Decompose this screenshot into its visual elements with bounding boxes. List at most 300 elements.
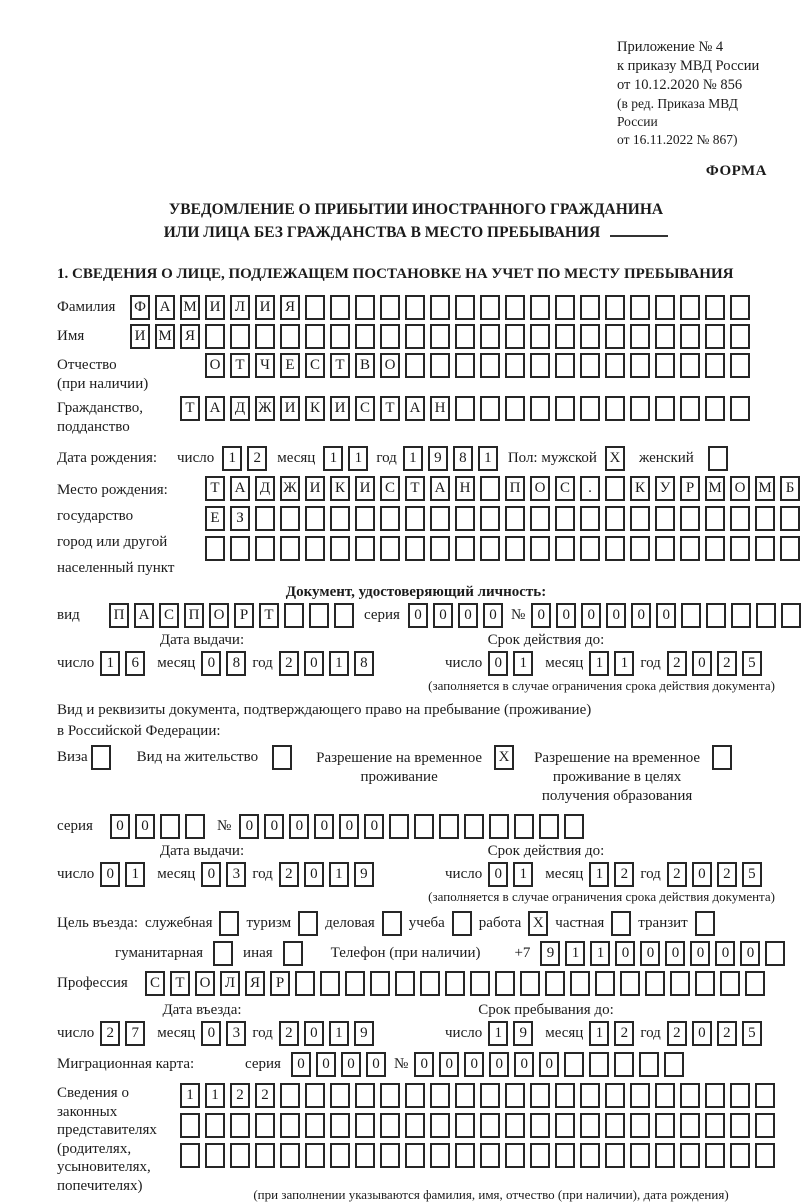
profession-char-box[interactable] bbox=[420, 971, 440, 996]
birth-place-char-box[interactable]: С bbox=[555, 476, 575, 501]
birth-place-char-box[interactable] bbox=[230, 536, 250, 561]
given-name-char-box[interactable] bbox=[555, 324, 575, 349]
citizenship-char-box[interactable] bbox=[605, 396, 625, 421]
doc-expiry-year-box[interactable]: 0 bbox=[692, 651, 712, 676]
stay-doc-number-box[interactable] bbox=[414, 814, 434, 839]
purpose-official-box[interactable] bbox=[219, 911, 239, 936]
birth-place-char-box[interactable] bbox=[305, 536, 325, 561]
birth-place-char-box[interactable] bbox=[755, 536, 775, 561]
doc-issue-day-box[interactable]: 6 bbox=[125, 651, 145, 676]
representatives-char-box[interactable] bbox=[530, 1113, 550, 1138]
representatives-char-box[interactable] bbox=[455, 1083, 475, 1108]
patronymic-char-box[interactable]: О bbox=[205, 353, 225, 378]
stay-doc-issue-month-box[interactable]: 3 bbox=[226, 862, 246, 887]
birth-place-char-box[interactable] bbox=[680, 536, 700, 561]
phone-digit-box[interactable]: 1 bbox=[590, 941, 610, 966]
birth-place-char-box[interactable] bbox=[455, 506, 475, 531]
migration-card-number-box[interactable]: 0 bbox=[414, 1052, 434, 1077]
surname-char-box[interactable]: Ф bbox=[130, 295, 150, 320]
representatives-char-box[interactable] bbox=[430, 1143, 450, 1168]
birth-place-char-box[interactable]: Е bbox=[205, 506, 225, 531]
representatives-char-box[interactable] bbox=[430, 1083, 450, 1108]
representatives-char-box[interactable] bbox=[630, 1113, 650, 1138]
migration-card-number-box[interactable]: 0 bbox=[489, 1052, 509, 1077]
given-name-char-box[interactable] bbox=[355, 324, 375, 349]
given-name-char-box[interactable] bbox=[680, 324, 700, 349]
doc-type-char-box[interactable] bbox=[309, 603, 329, 628]
phone-digit-box[interactable]: 0 bbox=[665, 941, 685, 966]
doc-expiry-year-box[interactable]: 2 bbox=[667, 651, 687, 676]
given-name-char-box[interactable]: М bbox=[155, 324, 175, 349]
representatives-char-box[interactable] bbox=[680, 1113, 700, 1138]
doc-expiry-year-box[interactable]: 5 bbox=[742, 651, 762, 676]
representatives-char-box[interactable] bbox=[405, 1143, 425, 1168]
temp-residence-edu-box[interactable] bbox=[712, 745, 732, 770]
representatives-char-box[interactable]: 2 bbox=[230, 1083, 250, 1108]
surname-char-box[interactable] bbox=[430, 295, 450, 320]
representatives-char-box[interactable] bbox=[630, 1143, 650, 1168]
representatives-char-box[interactable] bbox=[280, 1113, 300, 1138]
birth-place-char-box[interactable] bbox=[580, 506, 600, 531]
birth-place-char-box[interactable] bbox=[730, 506, 750, 531]
stay-doc-number-box[interactable] bbox=[464, 814, 484, 839]
migration-card-series-box[interactable]: 0 bbox=[366, 1052, 386, 1077]
birth-place-char-box[interactable]: Т bbox=[405, 476, 425, 501]
birth-place-char-box[interactable]: П bbox=[505, 476, 525, 501]
profession-char-box[interactable]: О bbox=[195, 971, 215, 996]
profession-char-box[interactable] bbox=[695, 971, 715, 996]
stay-doc-number-box[interactable]: 0 bbox=[314, 814, 334, 839]
patronymic-char-box[interactable] bbox=[730, 353, 750, 378]
representatives-char-box[interactable] bbox=[580, 1083, 600, 1108]
representatives-char-box[interactable] bbox=[330, 1113, 350, 1138]
representatives-char-box[interactable]: 1 bbox=[180, 1083, 200, 1108]
birth-place-char-box[interactable] bbox=[605, 476, 625, 501]
phone-digit-box[interactable]: 0 bbox=[640, 941, 660, 966]
stay-doc-number-box[interactable]: 0 bbox=[239, 814, 259, 839]
profession-char-box[interactable] bbox=[645, 971, 665, 996]
doc-number-box[interactable]: 0 bbox=[531, 603, 551, 628]
doc-type-char-box[interactable]: Т bbox=[259, 603, 279, 628]
stay-doc-number-box[interactable] bbox=[564, 814, 584, 839]
stay-doc-number-box[interactable]: 0 bbox=[364, 814, 384, 839]
profession-char-box[interactable]: С bbox=[145, 971, 165, 996]
phone-digit-box[interactable]: 1 bbox=[565, 941, 585, 966]
birth-place-char-box[interactable] bbox=[405, 536, 425, 561]
purpose-business-box[interactable] bbox=[382, 911, 402, 936]
birth-place-char-box[interactable] bbox=[505, 506, 525, 531]
profession-char-box[interactable] bbox=[470, 971, 490, 996]
doc-issue-year-box[interactable]: 0 bbox=[304, 651, 324, 676]
profession-char-box[interactable] bbox=[570, 971, 590, 996]
birth-day-box[interactable]: 1 bbox=[222, 446, 242, 471]
citizenship-char-box[interactable] bbox=[705, 396, 725, 421]
surname-char-box[interactable] bbox=[330, 295, 350, 320]
doc-issue-year-box[interactable]: 8 bbox=[354, 651, 374, 676]
doc-number-box[interactable] bbox=[781, 603, 801, 628]
doc-expiry-day-box[interactable]: 1 bbox=[513, 651, 533, 676]
surname-char-box[interactable] bbox=[605, 295, 625, 320]
birth-place-char-box[interactable] bbox=[205, 536, 225, 561]
patronymic-char-box[interactable]: Ч bbox=[255, 353, 275, 378]
birth-year-box[interactable]: 8 bbox=[453, 446, 473, 471]
migration-card-series-box[interactable]: 0 bbox=[316, 1052, 336, 1077]
profession-char-box[interactable] bbox=[520, 971, 540, 996]
citizenship-char-box[interactable]: К bbox=[305, 396, 325, 421]
representatives-char-box[interactable] bbox=[530, 1143, 550, 1168]
given-name-char-box[interactable] bbox=[255, 324, 275, 349]
birth-place-char-box[interactable] bbox=[630, 536, 650, 561]
birth-place-char-box[interactable] bbox=[480, 536, 500, 561]
representatives-char-box[interactable] bbox=[355, 1113, 375, 1138]
doc-series-box[interactable]: 0 bbox=[483, 603, 503, 628]
birth-place-char-box[interactable]: А bbox=[430, 476, 450, 501]
migration-card-number-box[interactable] bbox=[664, 1052, 684, 1077]
birth-place-char-box[interactable]: Р bbox=[680, 476, 700, 501]
entry-year-box[interactable]: 0 bbox=[304, 1021, 324, 1046]
purpose-other-box[interactable] bbox=[283, 941, 303, 966]
given-name-char-box[interactable] bbox=[530, 324, 550, 349]
surname-char-box[interactable] bbox=[580, 295, 600, 320]
representatives-char-box[interactable] bbox=[730, 1143, 750, 1168]
representatives-char-box[interactable] bbox=[280, 1083, 300, 1108]
representatives-char-box[interactable] bbox=[605, 1083, 625, 1108]
birth-place-char-box[interactable] bbox=[430, 536, 450, 561]
representatives-char-box[interactable] bbox=[305, 1143, 325, 1168]
doc-expiry-month-box[interactable]: 1 bbox=[589, 651, 609, 676]
representatives-char-box[interactable] bbox=[205, 1143, 225, 1168]
stay-until-year-box[interactable]: 2 bbox=[667, 1021, 687, 1046]
birth-place-char-box[interactable] bbox=[305, 506, 325, 531]
citizenship-char-box[interactable]: С bbox=[355, 396, 375, 421]
migration-card-number-box[interactable] bbox=[564, 1052, 584, 1077]
birth-place-char-box[interactable] bbox=[455, 536, 475, 561]
given-name-char-box[interactable] bbox=[455, 324, 475, 349]
profession-char-box[interactable]: Я bbox=[245, 971, 265, 996]
birth-place-char-box[interactable] bbox=[780, 506, 800, 531]
birth-place-char-box[interactable]: С bbox=[380, 476, 400, 501]
birth-place-char-box[interactable]: Б bbox=[780, 476, 800, 501]
given-name-char-box[interactable] bbox=[405, 324, 425, 349]
citizenship-char-box[interactable]: Т bbox=[380, 396, 400, 421]
stay-until-year-box[interactable]: 0 bbox=[692, 1021, 712, 1046]
birth-place-char-box[interactable] bbox=[580, 536, 600, 561]
birth-place-char-box[interactable] bbox=[355, 536, 375, 561]
representatives-char-box[interactable] bbox=[330, 1143, 350, 1168]
surname-char-box[interactable] bbox=[680, 295, 700, 320]
entry-month-box[interactable]: 3 bbox=[226, 1021, 246, 1046]
given-name-char-box[interactable] bbox=[330, 324, 350, 349]
stay-doc-issue-day-box[interactable]: 0 bbox=[100, 862, 120, 887]
stay-until-year-box[interactable]: 2 bbox=[717, 1021, 737, 1046]
doc-type-char-box[interactable] bbox=[284, 603, 304, 628]
doc-issue-day-box[interactable]: 1 bbox=[100, 651, 120, 676]
citizenship-char-box[interactable] bbox=[655, 396, 675, 421]
doc-expiry-day-box[interactable]: 0 bbox=[488, 651, 508, 676]
citizenship-char-box[interactable] bbox=[730, 396, 750, 421]
representatives-char-box[interactable] bbox=[230, 1143, 250, 1168]
representatives-char-box[interactable] bbox=[355, 1143, 375, 1168]
representatives-char-box[interactable] bbox=[480, 1143, 500, 1168]
patronymic-char-box[interactable] bbox=[630, 353, 650, 378]
entry-year-box[interactable]: 2 bbox=[279, 1021, 299, 1046]
surname-char-box[interactable]: М bbox=[180, 295, 200, 320]
doc-series-box[interactable]: 0 bbox=[458, 603, 478, 628]
citizenship-char-box[interactable] bbox=[505, 396, 525, 421]
residence-permit-box[interactable] bbox=[272, 745, 292, 770]
birth-place-char-box[interactable]: Т bbox=[205, 476, 225, 501]
citizenship-char-box[interactable]: И bbox=[330, 396, 350, 421]
stay-doc-issue-year-box[interactable]: 0 bbox=[304, 862, 324, 887]
given-name-char-box[interactable] bbox=[430, 324, 450, 349]
patronymic-char-box[interactable]: Е bbox=[280, 353, 300, 378]
phone-digit-box[interactable]: 0 bbox=[715, 941, 735, 966]
birth-place-char-box[interactable] bbox=[405, 506, 425, 531]
stay-doc-issue-month-box[interactable]: 0 bbox=[201, 862, 221, 887]
patronymic-char-box[interactable] bbox=[430, 353, 450, 378]
birth-place-char-box[interactable] bbox=[555, 506, 575, 531]
birth-year-box[interactable]: 1 bbox=[478, 446, 498, 471]
birth-year-box[interactable]: 9 bbox=[428, 446, 448, 471]
birth-year-box[interactable]: 1 bbox=[403, 446, 423, 471]
doc-number-box[interactable]: 0 bbox=[581, 603, 601, 628]
birth-place-char-box[interactable] bbox=[255, 506, 275, 531]
patronymic-char-box[interactable] bbox=[480, 353, 500, 378]
stay-doc-number-box[interactable]: 0 bbox=[339, 814, 359, 839]
citizenship-char-box[interactable]: Ж bbox=[255, 396, 275, 421]
doc-type-char-box[interactable]: С bbox=[159, 603, 179, 628]
birth-place-char-box[interactable] bbox=[530, 506, 550, 531]
stay-doc-expiry-month-box[interactable]: 1 bbox=[589, 862, 609, 887]
stay-doc-number-box[interactable]: 0 bbox=[289, 814, 309, 839]
doc-series-box[interactable]: 0 bbox=[408, 603, 428, 628]
birth-place-char-box[interactable]: У bbox=[655, 476, 675, 501]
birth-place-char-box[interactable] bbox=[530, 536, 550, 561]
representatives-char-box[interactable] bbox=[205, 1113, 225, 1138]
birth-place-char-box[interactable]: И bbox=[305, 476, 325, 501]
birth-place-char-box[interactable]: И bbox=[355, 476, 375, 501]
patronymic-char-box[interactable] bbox=[580, 353, 600, 378]
purpose-study-box[interactable] bbox=[452, 911, 472, 936]
representatives-char-box[interactable] bbox=[330, 1083, 350, 1108]
doc-type-char-box[interactable]: Р bbox=[234, 603, 254, 628]
migration-card-number-box[interactable] bbox=[589, 1052, 609, 1077]
birth-place-char-box[interactable] bbox=[705, 506, 725, 531]
phone-digit-box[interactable] bbox=[765, 941, 785, 966]
stay-until-year-box[interactable]: 5 bbox=[742, 1021, 762, 1046]
surname-char-box[interactable] bbox=[530, 295, 550, 320]
citizenship-char-box[interactable] bbox=[555, 396, 575, 421]
profession-char-box[interactable]: Т bbox=[170, 971, 190, 996]
surname-char-box[interactable] bbox=[405, 295, 425, 320]
citizenship-char-box[interactable] bbox=[455, 396, 475, 421]
birth-place-char-box[interactable] bbox=[705, 536, 725, 561]
birth-place-char-box[interactable] bbox=[730, 536, 750, 561]
patronymic-char-box[interactable] bbox=[530, 353, 550, 378]
representatives-char-box[interactable] bbox=[255, 1143, 275, 1168]
stay-doc-series-box[interactable]: 0 bbox=[110, 814, 130, 839]
profession-char-box[interactable]: Л bbox=[220, 971, 240, 996]
given-name-char-box[interactable] bbox=[605, 324, 625, 349]
stay-doc-expiry-month-box[interactable]: 2 bbox=[614, 862, 634, 887]
birth-place-char-box[interactable]: О bbox=[530, 476, 550, 501]
birth-place-char-box[interactable] bbox=[330, 536, 350, 561]
surname-char-box[interactable] bbox=[505, 295, 525, 320]
given-name-char-box[interactable] bbox=[730, 324, 750, 349]
representatives-char-box[interactable] bbox=[705, 1113, 725, 1138]
profession-char-box[interactable] bbox=[670, 971, 690, 996]
representatives-char-box[interactable] bbox=[755, 1113, 775, 1138]
surname-char-box[interactable] bbox=[455, 295, 475, 320]
given-name-char-box[interactable] bbox=[505, 324, 525, 349]
doc-number-box[interactable]: 0 bbox=[631, 603, 651, 628]
migration-card-number-box[interactable]: 0 bbox=[539, 1052, 559, 1077]
phone-digit-box[interactable]: 0 bbox=[690, 941, 710, 966]
representatives-char-box[interactable] bbox=[680, 1083, 700, 1108]
phone-digit-box[interactable]: 0 bbox=[615, 941, 635, 966]
birth-place-char-box[interactable] bbox=[655, 536, 675, 561]
doc-number-box[interactable] bbox=[681, 603, 701, 628]
doc-number-box[interactable]: 0 bbox=[656, 603, 676, 628]
doc-type-char-box[interactable]: А bbox=[134, 603, 154, 628]
stay-doc-expiry-day-box[interactable]: 1 bbox=[513, 862, 533, 887]
profession-char-box[interactable] bbox=[370, 971, 390, 996]
birth-place-char-box[interactable] bbox=[780, 536, 800, 561]
stay-until-month-box[interactable]: 2 bbox=[614, 1021, 634, 1046]
birth-place-char-box[interactable]: К bbox=[630, 476, 650, 501]
doc-number-box[interactable]: 0 bbox=[606, 603, 626, 628]
birth-place-char-box[interactable] bbox=[505, 536, 525, 561]
doc-number-box[interactable] bbox=[706, 603, 726, 628]
birth-month-box[interactable]: 1 bbox=[323, 446, 343, 471]
birth-place-char-box[interactable] bbox=[330, 506, 350, 531]
representatives-char-box[interactable]: 2 bbox=[255, 1083, 275, 1108]
patronymic-char-box[interactable] bbox=[605, 353, 625, 378]
sex-male-box[interactable]: X bbox=[605, 446, 625, 471]
stay-doc-expiry-year-box[interactable]: 5 bbox=[742, 862, 762, 887]
profession-char-box[interactable] bbox=[595, 971, 615, 996]
patronymic-char-box[interactable] bbox=[655, 353, 675, 378]
stay-doc-series-box[interactable]: 0 bbox=[135, 814, 155, 839]
profession-char-box[interactable] bbox=[295, 971, 315, 996]
stay-until-month-box[interactable]: 1 bbox=[589, 1021, 609, 1046]
birth-month-box[interactable]: 1 bbox=[348, 446, 368, 471]
representatives-char-box[interactable] bbox=[355, 1083, 375, 1108]
entry-month-box[interactable]: 0 bbox=[201, 1021, 221, 1046]
phone-digit-box[interactable]: 0 bbox=[740, 941, 760, 966]
representatives-char-box[interactable] bbox=[455, 1113, 475, 1138]
representatives-char-box[interactable] bbox=[555, 1143, 575, 1168]
purpose-transit-box[interactable] bbox=[695, 911, 715, 936]
doc-number-box[interactable] bbox=[756, 603, 776, 628]
representatives-char-box[interactable] bbox=[655, 1083, 675, 1108]
sex-female-box[interactable] bbox=[708, 446, 728, 471]
representatives-char-box[interactable] bbox=[230, 1113, 250, 1138]
citizenship-char-box[interactable] bbox=[530, 396, 550, 421]
stay-doc-number-box[interactable] bbox=[489, 814, 509, 839]
surname-char-box[interactable] bbox=[355, 295, 375, 320]
birth-day-box[interactable]: 2 bbox=[247, 446, 267, 471]
entry-day-box[interactable]: 7 bbox=[125, 1021, 145, 1046]
patronymic-char-box[interactable]: О bbox=[380, 353, 400, 378]
given-name-char-box[interactable] bbox=[705, 324, 725, 349]
representatives-char-box[interactable] bbox=[380, 1083, 400, 1108]
patronymic-char-box[interactable] bbox=[505, 353, 525, 378]
birth-place-char-box[interactable] bbox=[630, 506, 650, 531]
patronymic-char-box[interactable]: С bbox=[305, 353, 325, 378]
birth-place-char-box[interactable] bbox=[555, 536, 575, 561]
birth-place-char-box[interactable] bbox=[605, 536, 625, 561]
stay-doc-expiry-year-box[interactable]: 2 bbox=[667, 862, 687, 887]
representatives-char-box[interactable] bbox=[655, 1143, 675, 1168]
profession-char-box[interactable] bbox=[495, 971, 515, 996]
birth-place-char-box[interactable]: О bbox=[730, 476, 750, 501]
representatives-char-box[interactable] bbox=[705, 1143, 725, 1168]
birth-place-char-box[interactable]: К bbox=[330, 476, 350, 501]
birth-place-char-box[interactable] bbox=[255, 536, 275, 561]
patronymic-char-box[interactable] bbox=[705, 353, 725, 378]
patronymic-char-box[interactable]: Т bbox=[330, 353, 350, 378]
stay-doc-expiry-day-box[interactable]: 0 bbox=[488, 862, 508, 887]
surname-char-box[interactable] bbox=[480, 295, 500, 320]
representatives-char-box[interactable] bbox=[305, 1113, 325, 1138]
patronymic-char-box[interactable]: Т bbox=[230, 353, 250, 378]
visa-box[interactable] bbox=[91, 745, 111, 770]
representatives-char-box[interactable] bbox=[580, 1113, 600, 1138]
representatives-char-box[interactable] bbox=[655, 1113, 675, 1138]
representatives-char-box[interactable] bbox=[555, 1083, 575, 1108]
given-name-char-box[interactable] bbox=[280, 324, 300, 349]
representatives-char-box[interactable] bbox=[180, 1113, 200, 1138]
given-name-char-box[interactable] bbox=[380, 324, 400, 349]
stay-doc-number-box[interactable] bbox=[389, 814, 409, 839]
birth-place-char-box[interactable]: З bbox=[230, 506, 250, 531]
doc-series-box[interactable]: 0 bbox=[433, 603, 453, 628]
birth-place-char-box[interactable] bbox=[480, 506, 500, 531]
birth-place-char-box[interactable]: М bbox=[705, 476, 725, 501]
citizenship-char-box[interactable]: Н bbox=[430, 396, 450, 421]
profession-char-box[interactable] bbox=[345, 971, 365, 996]
surname-char-box[interactable] bbox=[630, 295, 650, 320]
given-name-char-box[interactable] bbox=[630, 324, 650, 349]
citizenship-char-box[interactable]: Д bbox=[230, 396, 250, 421]
patronymic-char-box[interactable] bbox=[680, 353, 700, 378]
purpose-humanitarian-box[interactable] bbox=[213, 941, 233, 966]
representatives-char-box[interactable] bbox=[755, 1143, 775, 1168]
stay-doc-number-box[interactable] bbox=[514, 814, 534, 839]
birth-place-char-box[interactable]: . bbox=[580, 476, 600, 501]
entry-day-box[interactable]: 2 bbox=[100, 1021, 120, 1046]
stay-doc-series-box[interactable] bbox=[185, 814, 205, 839]
birth-place-char-box[interactable] bbox=[280, 506, 300, 531]
stay-until-day-box[interactable]: 1 bbox=[488, 1021, 508, 1046]
surname-char-box[interactable]: Я bbox=[280, 295, 300, 320]
citizenship-char-box[interactable] bbox=[680, 396, 700, 421]
representatives-char-box[interactable] bbox=[555, 1113, 575, 1138]
birth-place-char-box[interactable] bbox=[380, 536, 400, 561]
representatives-char-box[interactable] bbox=[455, 1143, 475, 1168]
doc-issue-year-box[interactable]: 1 bbox=[329, 651, 349, 676]
representatives-char-box[interactable] bbox=[480, 1113, 500, 1138]
representatives-char-box[interactable] bbox=[505, 1113, 525, 1138]
birth-place-char-box[interactable] bbox=[655, 506, 675, 531]
migration-card-series-box[interactable]: 0 bbox=[291, 1052, 311, 1077]
doc-expiry-month-box[interactable]: 1 bbox=[614, 651, 634, 676]
surname-char-box[interactable] bbox=[305, 295, 325, 320]
doc-type-char-box[interactable] bbox=[334, 603, 354, 628]
stay-doc-expiry-year-box[interactable]: 2 bbox=[717, 862, 737, 887]
surname-char-box[interactable] bbox=[730, 295, 750, 320]
